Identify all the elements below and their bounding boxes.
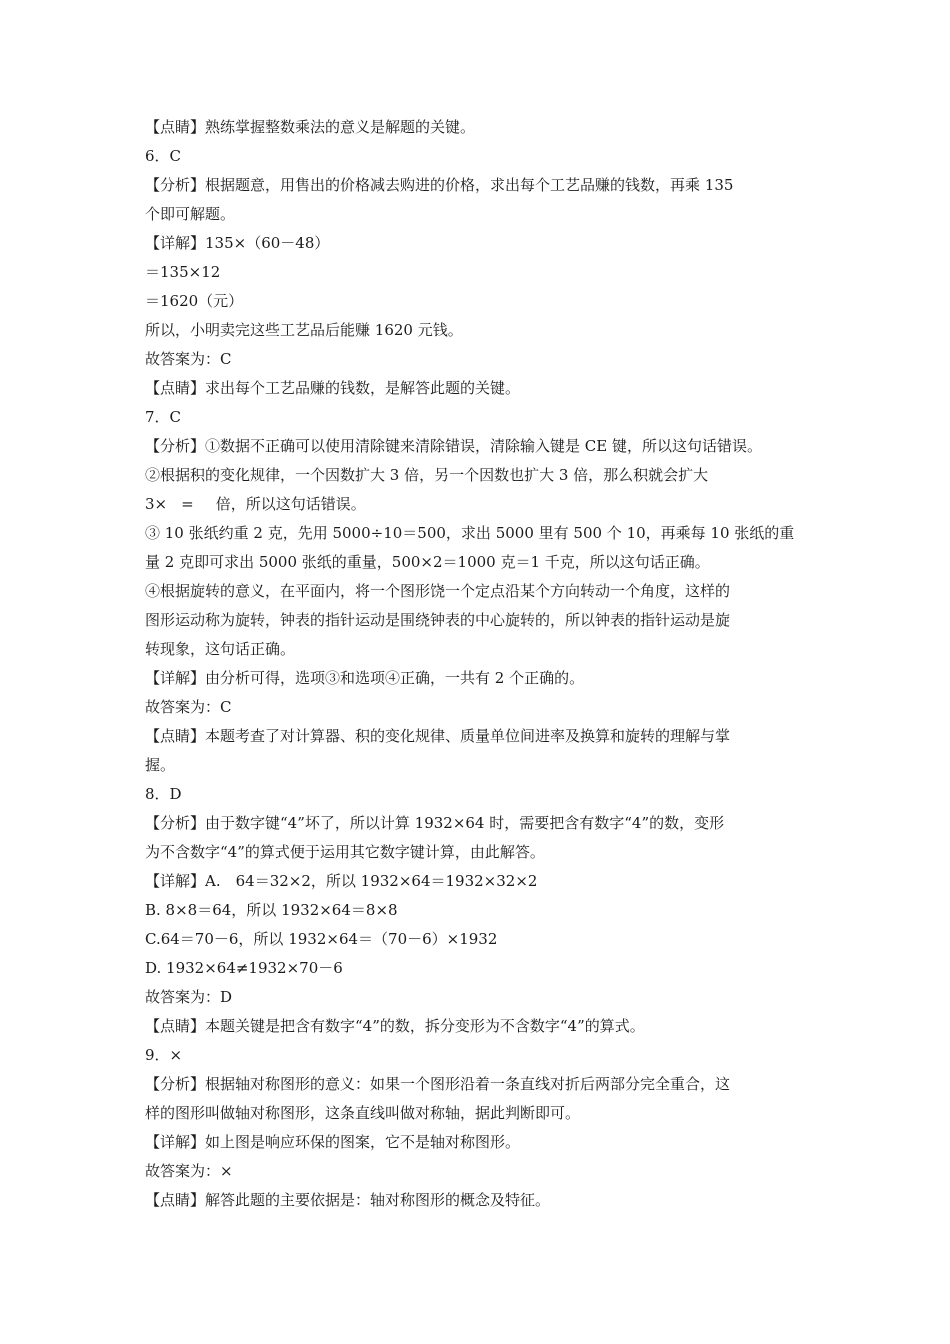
- document-page: [145, 113, 825, 1215]
- q7-fenxi-line-5: 量 2 克即可求出 5000 张纸的重量，500×2＝1000 克＝1 千克，所以这句话正确。: [145, 553, 710, 571]
- q8-xiangjie-line-1: 【详解】A. 64＝32×2，所以 1932×64＝1932×32×2: [145, 872, 538, 890]
- q6-xiangjie-line-1: 【详解】135×（60－48）: [145, 234, 330, 252]
- q7-formula-part-2: 倍，所以这句话错误。: [215, 495, 366, 513]
- q6-dianjing: 【点睛】求出每个工艺品赚的钱数，是解答此题的关键。: [145, 379, 521, 397]
- q7-answer: 故答案为：C: [145, 698, 232, 716]
- q8-xiangjie-line-2: B. 8×8＝64，所以 1932×64＝8×8: [145, 901, 398, 919]
- q9-dianjing: 【点睛】解答此题的主要依据是：轴对称图形的概念及特征。: [145, 1191, 551, 1209]
- q9-fenxi-line-2: 样的图形叫做轴对称图形，这条直线叫做对称轴，据此判断即可。: [145, 1104, 581, 1122]
- q8-xiangjie-line-4: D. 1932×64≠1932×70－6: [145, 959, 343, 977]
- q7-formula-part-1: 3×: [145, 495, 168, 513]
- q8-answer: 故答案为：D: [145, 988, 233, 1006]
- q8-xiangjie-line-3: C.64＝70－6，所以 1932×64＝（70－6）×1932: [145, 930, 498, 948]
- q8-dianjing: 【点睛】本题关键是把含有数字“4”的数，拆分变形为不含数字“4”的算式。: [145, 1017, 645, 1035]
- q7-fenxi-line-7: 图形运动称为旋转，钟表的指针运动是围绕钟表的中心旋转的，所以钟表的指针运动是旋: [145, 611, 731, 629]
- q7-xiangjie: 【详解】由分析可得，选项③和选项④正确，一共有 2 个正确的。: [145, 669, 585, 687]
- q7-dianjing-line-2: 握。: [145, 756, 176, 774]
- q7-fenxi-line-4: ③ 10 张纸约重 2 克，先用 5000÷10＝500，求出 5000 里有 500 个 10，再乘每 10 张纸的重: [145, 524, 795, 542]
- q7-fenxi-line-6: ④根据旋转的意义，在平面内，将一个图形饶一个定点沿某个方向转动一个角度，这样的: [145, 582, 731, 600]
- q7-formula-equals: =: [181, 495, 194, 513]
- q6-fenxi-line-1: 【分析】根据题意，用售出的价格减去购进的价格，求出每个工艺品赚的钱数，再乘 135: [145, 176, 734, 194]
- q7-fenxi-line-3: [145, 490, 825, 519]
- q6-xiangjie-line-2: ＝135×12: [145, 263, 221, 281]
- q8-header: 8．D: [145, 785, 182, 803]
- q7-dianjing-line-1: 【点睛】本题考查了对计算器、积的变化规律、质量单位间进率及换算和旋转的理解与掌: [145, 727, 731, 745]
- q7-header: 7．C: [145, 408, 182, 426]
- q7-fenxi-line-2: ②根据积的变化规律，一个因数扩大 3 倍，另一个因数也扩大 3 倍，那么积就会扩大: [145, 466, 709, 484]
- q7-fenxi-line-1: 【分析】①数据不正确可以使用清除键来清除错误，清除输入键是 CE 键，所以这句话错误。: [145, 437, 762, 455]
- q9-fenxi-line-1: 【分析】根据轴对称图形的意义：如果一个图形沿着一条直线对折后两部分完全重合，这: [145, 1075, 731, 1093]
- q5-dianjing: 【点睛】熟练掌握整数乘法的意义是解题的关键。: [145, 118, 476, 136]
- q8-fenxi-line-2: 为不含数字“4”的算式便于运用其它数字键计算，由此解答。: [145, 843, 545, 861]
- q6-xiangjie-line-3: ＝1620（元）: [145, 292, 244, 310]
- q6-xiangjie-line-4: 所以，小明卖完这些工艺品后能赚 1620 元钱。: [145, 321, 463, 339]
- q8-fenxi-line-1: 【分析】由于数字键“4”坏了，所以计算 1932×64 时，需要把含有数字“4”的数，变形: [145, 814, 725, 832]
- q7-fenxi-line-8: 转现象，这句话正确。: [145, 640, 296, 658]
- q9-answer: 故答案为：×: [145, 1162, 233, 1180]
- q9-xiangjie: 【详解】如上图是响应环保的图案，它不是轴对称图形。: [145, 1133, 521, 1151]
- q6-answer: 故答案为：C: [145, 350, 232, 368]
- q6-header: 6．C: [145, 147, 182, 165]
- q6-fenxi-line-2: 个即可解题。: [145, 205, 236, 223]
- q9-header: 9．×: [145, 1046, 183, 1064]
